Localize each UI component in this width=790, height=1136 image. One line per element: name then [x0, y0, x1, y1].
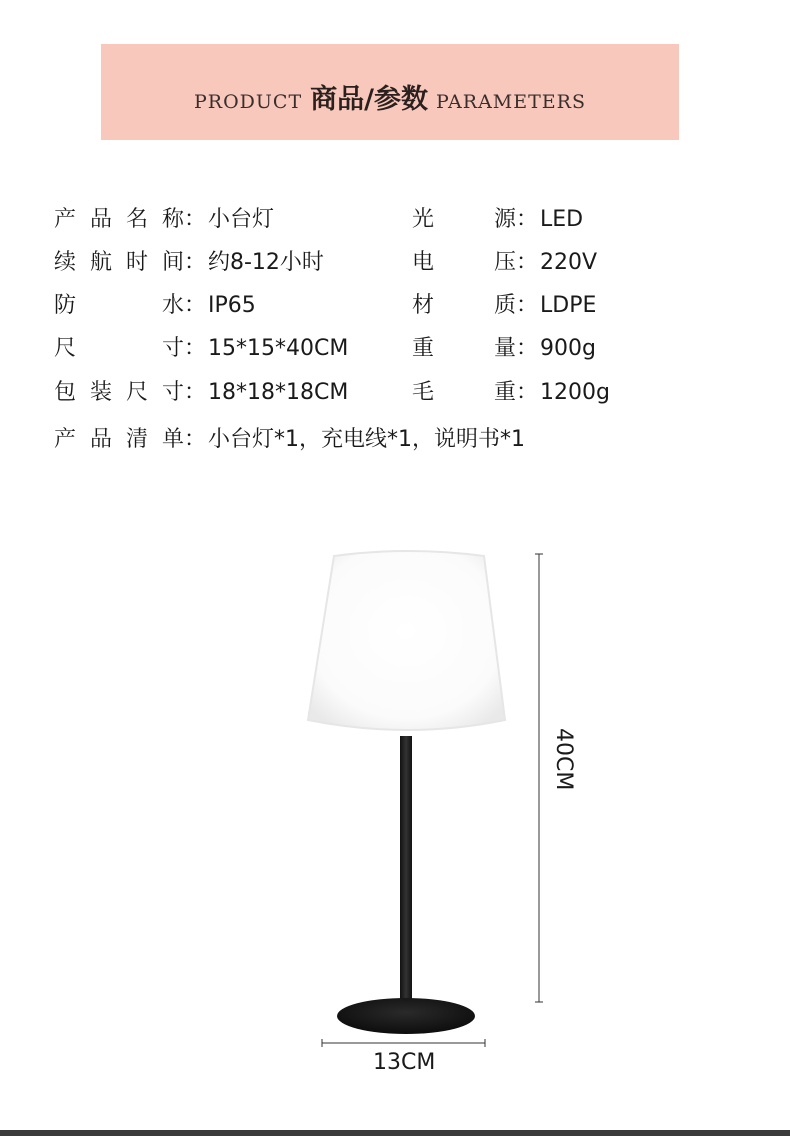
spec-waterproof: 防水：IP65	[54, 291, 256, 321]
spec-value: 18*18*18CM	[208, 380, 349, 405]
lamp-pole	[400, 736, 412, 1006]
lamp-shade	[308, 551, 505, 730]
spec-value: 约8-12小时	[208, 250, 324, 275]
spec-package-list: 产品清单：小台灯*1，充电线*1，说明书*1	[54, 425, 525, 455]
lamp-illustration	[0, 540, 790, 1080]
spec-value: 900g	[540, 336, 596, 361]
spec-label: 续航时间	[54, 250, 184, 275]
spec-label: 产品名称	[54, 207, 184, 232]
spec-label: 材质	[412, 293, 516, 318]
height-dimension-line	[535, 554, 543, 1002]
height-dimension-label: 40CM	[551, 728, 576, 791]
spec-package-size: 包装尺寸：18*18*18CM	[54, 378, 348, 408]
spec-value: 小台灯	[208, 207, 275, 232]
spec-label: 毛重	[412, 380, 516, 405]
spec-value: LDPE	[540, 293, 597, 318]
bottom-divider	[0, 1130, 790, 1136]
spec-label: 产品清单	[54, 427, 184, 452]
spec-gross-weight: 毛重：1200g	[412, 378, 610, 408]
spec-label: 尺寸	[54, 336, 184, 361]
spec-battery-life: 续航时间：约8-12小时	[54, 248, 324, 278]
spec-label: 电压	[412, 250, 516, 275]
spec-light-source: 光源：LED	[412, 205, 583, 235]
spec-voltage: 电压：220V	[412, 248, 597, 278]
width-dimension-line	[322, 1039, 485, 1047]
spec-weight: 重量：900g	[412, 334, 596, 364]
lamp-base	[337, 998, 475, 1034]
section-banner	[101, 44, 679, 140]
spec-value: LED	[540, 207, 584, 232]
spec-product-name: 产品名称：小台灯	[54, 205, 274, 235]
spec-value: 1200g	[540, 380, 610, 405]
spec-material: 材质：LDPE	[412, 291, 596, 321]
width-dimension-label: 13CM	[373, 1050, 436, 1075]
spec-value: 小台灯*1，充电线*1，说明书*1	[208, 427, 525, 452]
banner-title-cn: 商品/参数	[310, 83, 428, 115]
banner-prefix: PRODUCT	[194, 90, 303, 113]
spec-size: 尺寸：15*15*40CM	[54, 334, 348, 364]
spec-value: 220V	[540, 250, 598, 275]
banner-title	[194, 77, 586, 116]
banner-suffix: PARAMETERS	[436, 90, 586, 113]
spec-value: 15*15*40CM	[208, 336, 349, 361]
spec-label: 防水	[54, 293, 184, 318]
spec-label: 光源	[412, 207, 516, 232]
spec-label: 包装尺寸	[54, 380, 184, 405]
spec-label: 重量	[412, 336, 516, 361]
spec-value: IP65	[208, 293, 256, 318]
